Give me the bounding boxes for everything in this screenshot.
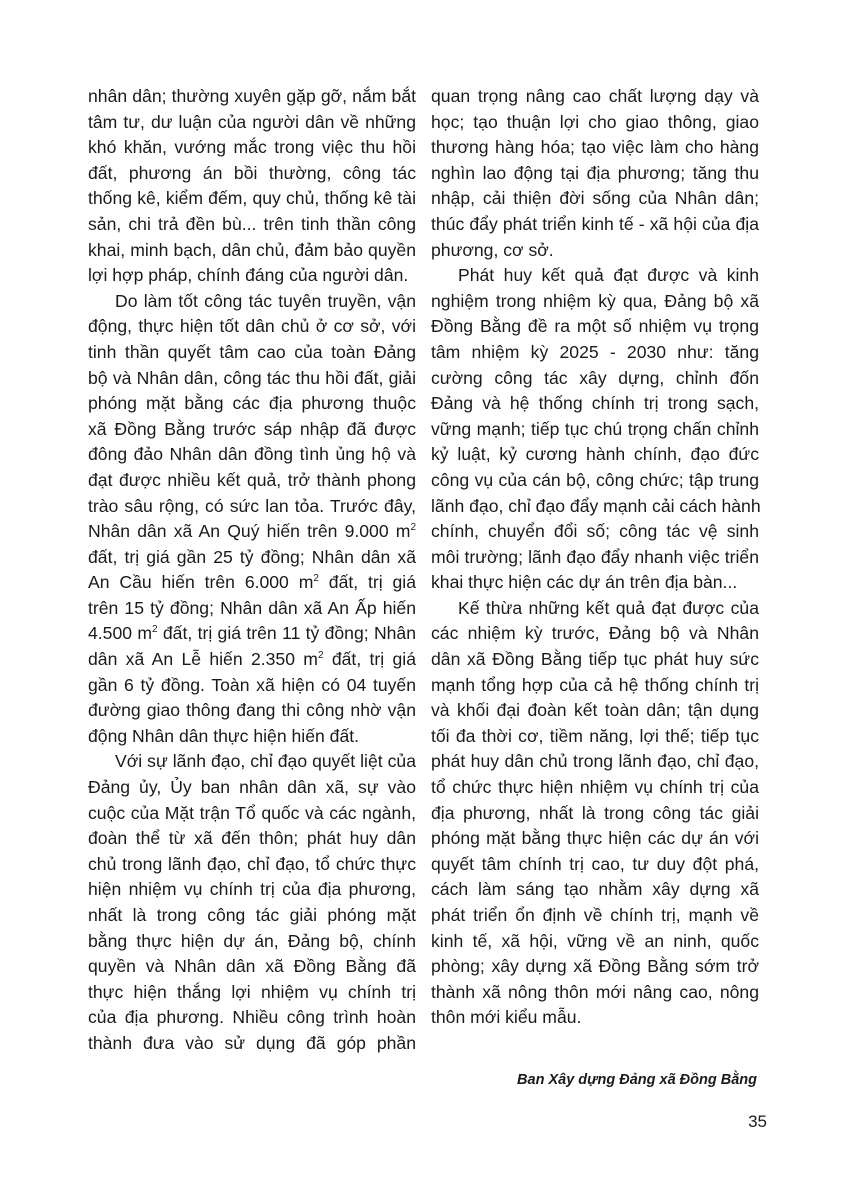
text-line: nhất là trong công tác giải phóng mặt xyxy=(88,905,416,925)
text-line: Đảng và hệ thống chính trị trong sạch, xyxy=(431,393,759,414)
page-number: 35 xyxy=(748,1112,767,1131)
text-line: sản, chi trả đền bù... trên tinh thần công xyxy=(88,213,416,234)
text-line: Với sự lãnh đạo, chỉ đạo quyết liệt của xyxy=(115,751,416,772)
text-line: động, thực hiện tốt dân chủ ở cơ sở, với xyxy=(88,316,416,337)
text-line: hiện nhiệm vụ chính trị của địa phương, xyxy=(88,879,416,900)
text-line: quyền và Nhân dân xã Đồng Bằng đã xyxy=(88,956,416,977)
text-line: thôn mới kiểu mẫu. xyxy=(431,1007,582,1028)
text-line: công vụ của cán bộ, công chức; tập trung xyxy=(431,469,759,490)
text-line: chủ trong lãnh đạo, chỉ đạo, tổ chức thực xyxy=(88,853,416,874)
text-line: động Nhân dân thực hiện hiến đất. xyxy=(88,725,360,746)
text-line: dân xã An Lễ hiến 2.350 $m^2$ đất, trị giá xyxy=(88,649,416,670)
left-column xyxy=(88,84,416,1057)
text-line: kỷ luật, kỷ cương hành chính, đạo đức xyxy=(431,444,759,465)
text-line: tinh thần quyết tâm cao của toàn Đảng xyxy=(88,341,416,362)
article-signature: Ban Xây dựng Đảng xã Đồng Bằng xyxy=(517,1072,757,1088)
text-line: địa phương, nhất là trong công tác giải xyxy=(431,802,759,823)
text-line: dân xã Đồng Bằng tiếp tục phát huy sức xyxy=(431,649,759,670)
text-line: Nhân dân xã An Quý hiến trên 9.000 $m^2$ xyxy=(88,521,416,542)
text-line: xã Đồng Bằng trước sáp nhập đã được xyxy=(88,418,416,439)
text-line: phóng mặt bằng các địa phương thuộc xyxy=(88,393,416,414)
text-line: vững mạnh; tiếp tục chú trọng chấn chỉnh xyxy=(431,418,759,439)
text-line: phát huy dân chủ trong lãnh đạo, chỉ đạo, xyxy=(431,751,759,772)
text-line: thành đưa vào sử dụng đã góp phần xyxy=(88,1032,416,1053)
text-line: đạt được nhiều kết quả, trở thành phong xyxy=(88,469,416,490)
text-line: Phát huy kết quả đạt được và kinh xyxy=(458,265,759,286)
text-line: gần 6 tỷ đồng. Toàn xã hiện có 04 tuyến xyxy=(88,674,416,695)
text-line: Kế thừa những kết quả đạt được của xyxy=(458,597,759,618)
text-line: phòng; xây dựng xã Đồng Bằng sớm trở xyxy=(431,956,759,977)
text-line: bằng thực hiện dự án, Đảng bộ, chính xyxy=(88,930,416,951)
text-line: cách làm sáng tạo nhằm xây dựng xã xyxy=(431,879,759,900)
text-line: và khối đại đoàn kết toàn dân; tận dụng xyxy=(431,700,759,721)
text-line: Đồng Bằng đề ra một số nhiệm vụ trọng xyxy=(431,316,759,337)
text-line: thực hiện thắng lợi nhiệm vụ chính trị xyxy=(88,981,416,1002)
text-line: cường công tác xây dựng, chỉnh đốn xyxy=(431,367,759,388)
text-line: đường giao thông đang thi công nhờ vận xyxy=(88,700,416,721)
text-line: khó khăn, vướng mắc trong việc thu hồi xyxy=(88,137,416,158)
text-line: học; tạo thuận lợi cho giao thông, giao xyxy=(431,111,759,132)
text-line: trào sâu rộng, có sức lan tỏa. Trước đây, xyxy=(88,495,416,516)
text-line: khai, minh bạch, dân chủ, đảm bảo quyền xyxy=(88,239,416,260)
text-line: đông đảo Nhân dân đồng tình ủng hộ và xyxy=(88,444,416,465)
text-line: bộ và Nhân dân, công tác thu hồi đất, giải xyxy=(88,367,416,388)
text-line: Đảng ủy, Ủy ban nhân dân xã, sự vào xyxy=(88,777,416,798)
text-line: môi trường; lãnh đạo đẩy nhanh việc triển xyxy=(431,546,759,567)
superscript: 2 xyxy=(152,624,158,636)
superscript: 2 xyxy=(410,522,416,534)
text-line: phương, cơ sở. xyxy=(431,239,554,260)
text-line: đất, trị giá gần 25 tỷ đồng; Nhân dân xã xyxy=(88,546,416,567)
text-line: trên 15 tỷ đồng; Nhân dân xã An Ấp hiến xyxy=(88,597,416,618)
superscript: 2 xyxy=(313,573,319,585)
text-line: các nhiệm kỳ trước, Đảng bộ và Nhân xyxy=(431,623,759,644)
text-line: cuộc của Mặt trận Tổ quốc và các ngành, xyxy=(88,802,416,823)
text-line: phóng mặt bằng thực hiện các dự án với xyxy=(431,828,759,849)
text-line: đoàn thể từ xã đến thôn; phát huy dân xyxy=(88,828,416,849)
text-line: thống kê, kiểm đếm, quy chủ, thống kê tài xyxy=(88,188,416,209)
text-line: của địa phương. Nhiều công trình hoàn xyxy=(88,1007,416,1028)
text-line: tâm tư, dư luận của người dân về những xyxy=(88,111,416,132)
text-line: quyết tâm chính trị cao, tư duy đột phá, xyxy=(431,853,759,874)
text-line: quan trọng nâng cao chất lượng dạy và xyxy=(431,86,759,106)
text-line: nghiệm trong nhiệm kỳ qua, Đảng bộ xã xyxy=(431,290,759,311)
text-line: nhân dân; thường xuyên gặp gỡ, nắm bắt xyxy=(88,86,416,106)
text-line: phát triển ổn định về chính trị, mạnh về xyxy=(431,905,759,925)
text-line: lợi hợp pháp, chính đáng của người dân. xyxy=(88,265,409,286)
text-line: 4.500 $m^2$ đất, trị giá trên 11 tỷ đồng; Nhân xyxy=(88,623,417,644)
text-line: thúc đẩy phát triển kinh tế - xã hội của địa xyxy=(431,213,759,234)
text-line: đất, phương án bồi thường, công tác xyxy=(88,162,416,183)
text-line: thành xã nông thôn mới nâng cao, nông xyxy=(431,981,759,1002)
text-line: tâm nhiệm kỳ 2025 - 2030 như: tăng xyxy=(431,341,759,362)
text-line: tổ chức thực hiện nhiệm vụ chính trị của xyxy=(431,777,759,798)
text-line: Do làm tốt công tác tuyên truyền, vận xyxy=(115,290,416,311)
superscript: 2 xyxy=(317,650,324,662)
text-line: An Cầu hiến trên 6.000 $m^2$ đất, trị giá xyxy=(88,572,416,593)
right-column xyxy=(431,84,759,1031)
text-line: lãnh đạo, chỉ đạo đẩy mạnh cải cách hành xyxy=(431,495,761,516)
text-line: kinh tế, xã hội, vững về an ninh, quốc xyxy=(431,930,759,951)
text-line: khai thực hiện các dự án trên địa bàn... xyxy=(431,572,738,593)
text-line: nghìn lao động tại địa phương; tăng thu xyxy=(431,162,759,183)
text-line: tối đa thời cơ, tiềm năng, lợi thế; tiếp tục xyxy=(431,725,759,746)
text-line: thương hàng hóa; tạo việc làm cho hàng xyxy=(431,137,759,158)
text-line: nhập, cải thiện đời sống của Nhân dân; xyxy=(431,188,759,209)
text-line: chính, chuyển đổi số; công tác vệ sinh xyxy=(431,521,759,542)
text-line: mạnh tổng hợp của cả hệ thống chính trị xyxy=(431,674,759,695)
